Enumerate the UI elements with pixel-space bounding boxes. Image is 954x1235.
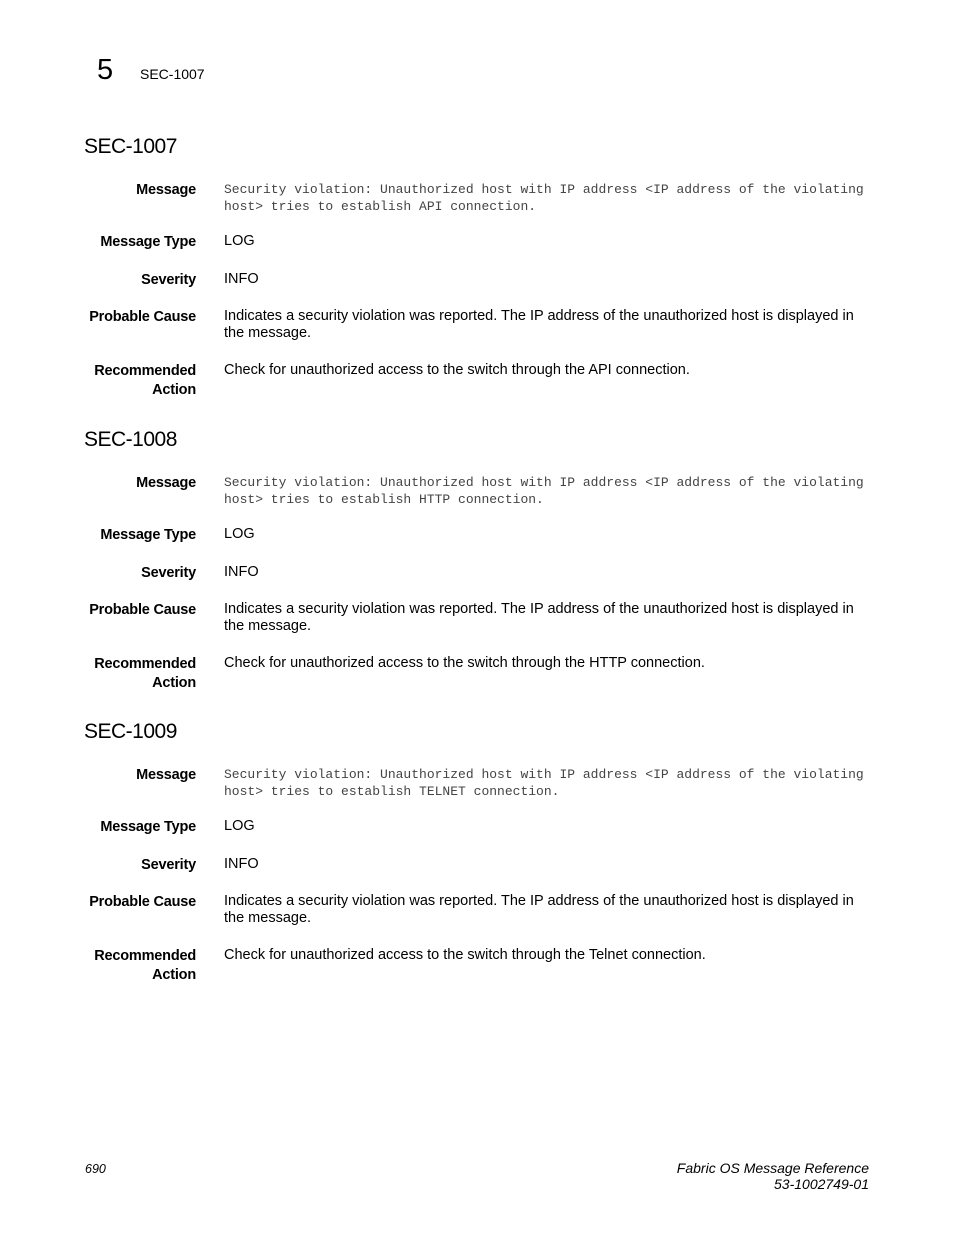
message-line-1: Security violation: Unauthorized host with IP address <IP address of the violating	[224, 182, 864, 197]
probable-cause-value: Indicates a security violation was reported. The IP address of the unauthorized host is displayed in the message.	[224, 601, 854, 634]
recommended-action-value: Check for unauthorized access to the switch through the HTTP connection.	[224, 655, 705, 671]
recommended-label-line-1: Recommended	[94, 656, 196, 672]
message-line-2: host> tries to establish API connection.	[224, 199, 537, 214]
message-label: Message	[136, 182, 196, 198]
message-line-1: Security violation: Unauthorized host with IP address <IP address of the violating	[224, 475, 864, 490]
running-title: SEC-1007	[140, 66, 205, 82]
recommended-label-line-1: Recommended	[94, 363, 196, 379]
recommended-label-line-2: Action	[152, 675, 196, 691]
doc-title: Fabric OS Message Reference	[676, 1160, 869, 1176]
recommended-label-line-2: Action	[152, 382, 196, 398]
severity-value: INFO	[224, 564, 259, 580]
message-type-value: LOG	[224, 233, 255, 249]
recommended-label-line-2: Action	[152, 967, 196, 983]
chapter-number: 5	[97, 54, 114, 86]
recommended-label-line-1: Recommended	[94, 948, 196, 964]
message-type-label: Message Type	[100, 819, 196, 835]
recommended-action-label	[36, 362, 196, 400]
probable-cause-value: Indicates a security violation was reported. The IP address of the unauthorized host is displayed in the message.	[224, 893, 854, 926]
message-label: Message	[136, 767, 196, 783]
page-number: 690	[85, 1162, 106, 1176]
recommended-action-label	[36, 947, 196, 985]
probable-cause-label: Probable Cause	[89, 602, 196, 618]
footer-doc-info	[677, 1161, 869, 1192]
message-text	[224, 181, 869, 215]
severity-value: INFO	[224, 856, 259, 872]
severity-label: Severity	[141, 272, 196, 288]
recommended-action-value: Check for unauthorized access to the switch through the Telnet connection.	[224, 947, 706, 963]
recommended-action-value: Check for unauthorized access to the switch through the API connection.	[224, 362, 690, 378]
severity-label: Severity	[141, 565, 196, 581]
message-label: Message	[136, 475, 196, 491]
section-title: SEC-1007	[84, 135, 177, 158]
recommended-action-label	[36, 655, 196, 693]
section-title: SEC-1009	[84, 720, 177, 743]
message-text	[224, 474, 869, 508]
doc-number: 53-1002749-01	[774, 1175, 869, 1192]
message-line-2: host> tries to establish HTTP connection.	[224, 492, 544, 507]
message-line-2: host> tries to establish TELNET connection.	[224, 784, 560, 799]
message-type-value: LOG	[224, 818, 255, 834]
message-text	[224, 766, 869, 800]
severity-value: INFO	[224, 271, 259, 287]
probable-cause-label: Probable Cause	[89, 309, 196, 325]
message-type-label: Message Type	[100, 527, 196, 543]
probable-cause-label: Probable Cause	[89, 894, 196, 910]
message-type-value: LOG	[224, 526, 255, 542]
section-title: SEC-1008	[84, 428, 177, 451]
severity-label: Severity	[141, 857, 196, 873]
message-line-1: Security violation: Unauthorized host with IP address <IP address of the violating	[224, 767, 864, 782]
message-type-label: Message Type	[100, 234, 196, 250]
probable-cause-value: Indicates a security violation was reported. The IP address of the unauthorized host is displayed in the message.	[224, 308, 854, 341]
